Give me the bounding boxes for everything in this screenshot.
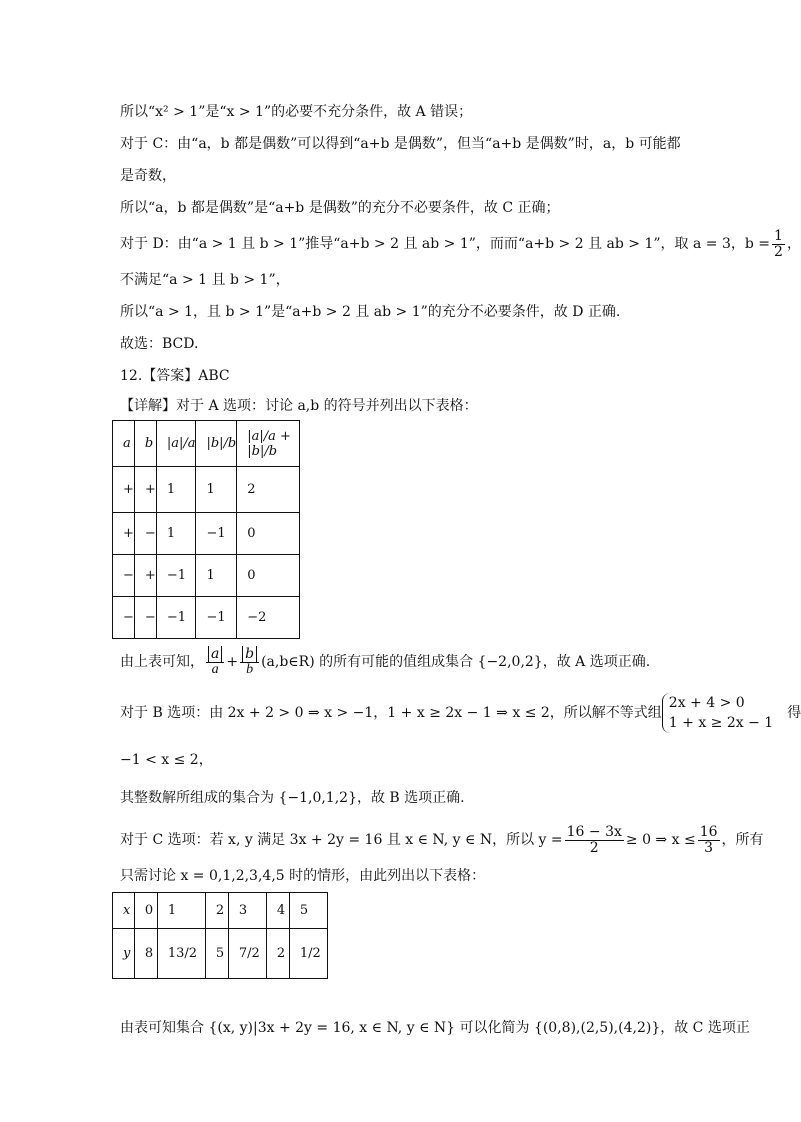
table-row: [113, 555, 300, 597]
table-header-cell: |a|/a + |b|/b: [237, 421, 300, 467]
sign-table: [112, 420, 300, 639]
table-header-cell: |a|/a: [156, 421, 196, 467]
fraction-half: $\frac{1}{2}$: [774, 227, 783, 260]
table-cell: +: [113, 513, 135, 555]
table-cell: 1: [156, 467, 196, 513]
text-line-16: 只需讨论 x = 0,1,2,3,4,5 时的情形，由此列出以下表格：: [120, 868, 486, 884]
text-line-12: 对于 B 选项：由 2x + 2 > 0 ⇒ x > −1，1 + x ≥ 2x − 1 ⇒ x ≤ 2，所以解不等式组 2x + 4 > 0 1 + x ≥ 2x − 1 得: [120, 695, 801, 731]
table-header-cell: b: [134, 421, 156, 467]
text-line-13: −1 < x ≤ 2，: [120, 752, 213, 768]
table-row: [113, 597, 300, 639]
table-row: [113, 467, 300, 513]
text-line-11a: 由上表可知，: [120, 654, 204, 670]
table-cell: 0: [237, 513, 300, 555]
text-line-3: 是奇数，: [120, 168, 176, 184]
table-cell: 1/2: [289, 929, 327, 979]
table-header-cell: a: [113, 421, 135, 467]
text-line-1: 所以“x² > 1”是“x > 1”的必要不充分条件，故 A 错误；: [120, 104, 473, 120]
table-cell: +: [134, 467, 156, 513]
table-cell: 1: [157, 893, 205, 929]
table-cell: 0: [237, 555, 300, 597]
table-header-row: [113, 421, 300, 467]
table-cell: 8: [134, 929, 157, 979]
table-cell: +: [113, 467, 135, 513]
table-cell: +: [134, 555, 156, 597]
table-cell: −: [134, 513, 156, 555]
table-cell: −: [113, 555, 135, 597]
table-cell: −: [134, 597, 156, 639]
text-line-5: 对于 D：由“a > 1 且 b > 1”推导“a+b > 2 且 ab > 1”，而而“a+b > 2 且 ab > 1”，取 a = 3，b = $\frac{1}{2}$ ，: [120, 227, 801, 260]
table-cell: 5: [289, 893, 327, 929]
text-line-7: 所以“a > 1，且 b > 1”是“a+b > 2 且 ab > 1”的充分不必要条件，故 D 正确.: [120, 304, 621, 320]
table-row: [113, 513, 300, 555]
text-line-10: 【详解】对于 A 选项：讨论 a,b 的符号并列出以下表格：: [120, 398, 478, 414]
text-line-15a: 对于 C 选项：若 x, y 满足 3x + 2y = 16 且 x ∈ N, y ∈ N，所以 y =: [120, 832, 563, 848]
table-row: [113, 893, 328, 929]
text-line-15: 对于 C 选项：若 x, y 满足 3x + 2y = 16 且 x ∈ N, y ∈ N，所以 y = $\frac{16 - 3x}{2}$ ≥ 0 ⇒ x ≤ $\frac{16}{3}$ ，所有: [120, 823, 764, 856]
text-line-9: 12.【答案】ABC: [120, 368, 230, 384]
text-line-2: 对于 C：由“a，b 都是偶数”可以得到“a+b 是偶数”，但当“a+b 是偶数”时，a，b 可能都: [120, 136, 681, 152]
table-cell: 13/2: [157, 929, 205, 979]
text-line-12a: 对于 B 选项：由 2x + 2 > 0 ⇒ x > −1，1 + x ≥ 2x − 1 ⇒ x ≤ 2，所以解不等式组: [120, 705, 662, 721]
text-line-14: 其整数解所组成的集合为 {−1,0,1,2}，故 B 选项正确.: [120, 790, 465, 806]
table-cell: −1: [156, 555, 196, 597]
table-cell: x: [113, 893, 135, 929]
table-cell: 2: [205, 893, 228, 929]
xy-table: [112, 892, 328, 979]
table-cell: 4: [266, 893, 289, 929]
table-cell: −2: [237, 597, 300, 639]
text-line-11: 由上表可知， $\frac{a}{a}$ + $\frac{b}{b}$ (a,b∈R) 的所有可能的值组成集合 {−2,0,2}，故 A 选项正确.: [120, 645, 651, 677]
table-cell: y: [113, 929, 135, 979]
table-cell: 3: [228, 893, 266, 929]
text-line-4: 所以“a，b 都是偶数”是“a+b 是偶数”的充分不必要条件，故 C 正确；: [120, 200, 560, 216]
table-cell: 7/2: [228, 929, 266, 979]
table-cell: 2: [266, 929, 289, 979]
table-cell: 1: [196, 555, 237, 597]
table-cell: −1: [156, 597, 196, 639]
text-line-8: 故选：BCD.: [120, 336, 199, 352]
text-line-11b: (a,b∈R) 的所有可能的值组成集合 {−2,0,2}，故 A 选项正确.: [261, 654, 651, 670]
text-line-5-body: 对于 D：由“a > 1 且 b > 1”推导“a+b > 2 且 ab > 1”，而而“a+b > 2 且 ab > 1”，取 a = 3，b =: [120, 236, 771, 252]
table-cell: 2: [237, 467, 300, 513]
table-cell: −1: [196, 513, 237, 555]
table-cell: −: [113, 597, 135, 639]
table-cell: 5: [205, 929, 228, 979]
table-header-cell: |b|/b: [196, 421, 237, 467]
table-cell: 1: [196, 467, 237, 513]
table-cell: 0: [134, 893, 157, 929]
text-line-15b: ≥ 0 ⇒ x ≤: [625, 832, 696, 848]
table-cell: 1: [156, 513, 196, 555]
inequality-system: 2x + 4 > 0 1 + x ≥ 2x − 1: [662, 693, 773, 733]
text-line-6: 不满足“a > 1 且 b > 1”，: [120, 272, 290, 288]
text-line-17: 由表可知集合 {(x, y)|3x + 2y = 16, x ∈ N, y ∈ N} 可以化简为 {(0,8),(2,5),(4,2)}，故 C 选项正: [120, 1020, 750, 1036]
table-row: [113, 929, 328, 979]
table-cell: −1: [196, 597, 237, 639]
text-line-15c: ，所有: [721, 832, 764, 848]
